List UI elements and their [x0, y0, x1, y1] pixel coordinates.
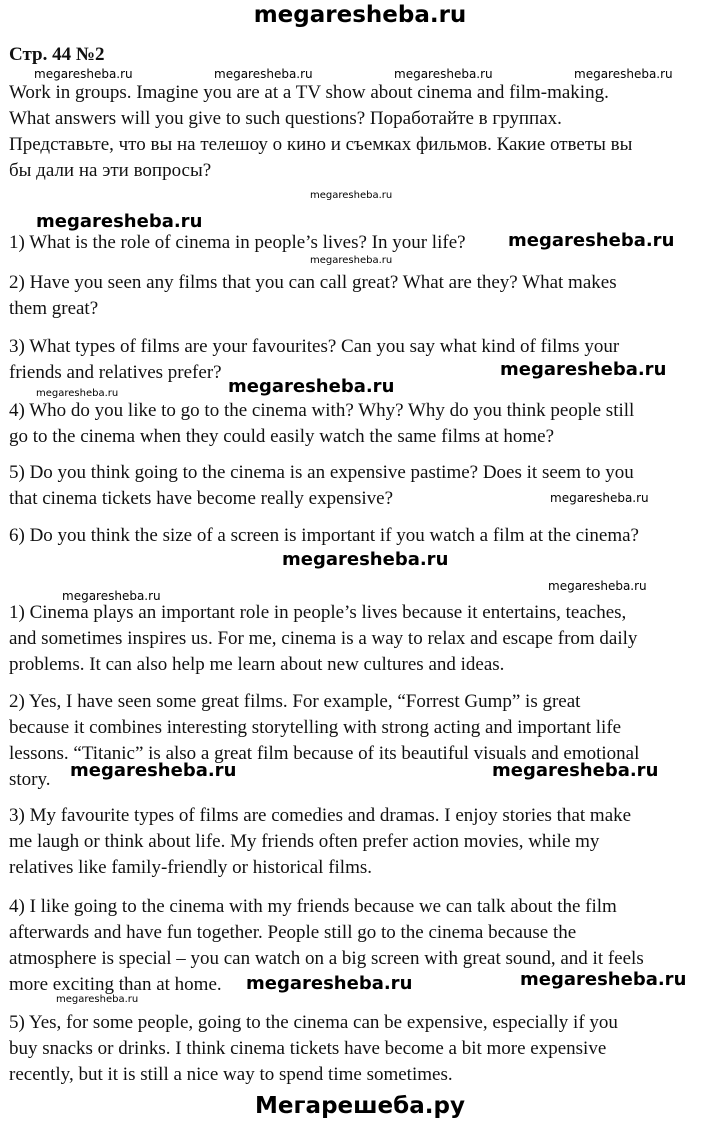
answer-1: 1) Cinema plays an important role in people’s lives because it entertains, teaches, and sometimes inspires us. For me, cinema is a way to relax and escape from daily problems. It can also help me learn about new cultures and ideas.: [9, 602, 638, 675]
watermark: megaresheba.ru: [574, 67, 673, 81]
watermark: megaresheba.ru: [34, 67, 133, 81]
question-1: 1) What is the role of cinema in people’s lives? In your life?: [9, 232, 466, 253]
question-5: 5) Do you think going to the cinema is an expensive pastime? Does it seem to you that cinema tickets have become really expensive?: [9, 462, 634, 509]
watermark: megaresheba.ru: [36, 388, 119, 399]
task-instruction: [9, 80, 709, 184]
watermark: megaresheba.ru: [214, 67, 313, 81]
watermark: megaresheba.ru: [500, 359, 667, 380]
question-2: 2) Have you seen any films that you can call great? What are they? What makes them great?: [9, 272, 617, 319]
question-4: 4) Who do you like to go to the cinema with? Why? Why do you think people still go to the cinema when they could easily watch the same films at home?: [9, 400, 635, 447]
site-header: megaresheba.ru: [253, 2, 467, 28]
question-6: 6) Do you think the size of a screen is important if you watch a film at the cinema?: [9, 525, 639, 546]
answer-3: 3) My favourite types of films are comedies and dramas. I enjoy stories that make me laugh or think about life. My friends often prefer action movies, while my relatives like family-friendly or historical films.: [9, 805, 632, 878]
watermark: megaresheba.ru: [70, 760, 237, 781]
watermark: megaresheba.ru: [310, 190, 393, 201]
watermark: megaresheba.ru: [228, 376, 395, 397]
watermark: megaresheba.ru: [550, 491, 649, 505]
watermark: megaresheba.ru: [394, 67, 493, 81]
watermark: megaresheba.ru: [508, 230, 675, 251]
watermark: megaresheba.ru: [310, 255, 393, 266]
page-reference: Стр. 44 №2: [9, 44, 105, 65]
watermark: megaresheba.ru: [548, 579, 647, 593]
question-3: 3) What types of films are your favourites? Can you say what kind of films your friends and relatives prefer?: [9, 336, 620, 383]
answer-5: 5) Yes, for some people, going to the cinema can be expensive, especially if you buy snacks or drinks. I think cinema tickets have become a bit more expensive recently, but it is still a nice way to spend time sometimes.: [9, 1012, 618, 1085]
answer-4: 4) I like going to the cinema with my friends because we can talk about the film afterwards and have fun together. People still go to the cinema because the atmosphere is special – you can watch on a big screen with great sound, and it feels more exciting than at home.: [9, 896, 644, 995]
watermark: megaresheba.ru: [56, 994, 139, 1005]
watermark: megaresheba.ru: [282, 549, 449, 570]
watermark: megaresheba.ru: [246, 973, 413, 994]
watermark: megaresheba.ru: [492, 760, 659, 781]
task-line: Work in groups. Imagine you are at a TV show about cinema and film-making.: [9, 82, 609, 103]
watermark: megaresheba.ru: [36, 211, 203, 232]
watermark: megaresheba.ru: [62, 589, 161, 603]
task-line: бы дали на эти вопросы?: [9, 160, 212, 181]
site-footer: Мегарешеба.ру: [255, 1093, 465, 1119]
task-line: Представьте, что вы на телешоу о кино и съемках фильмов. Какие ответы вы: [9, 134, 633, 155]
task-line: What answers will you give to such questions? Поработайте в группах.: [9, 108, 562, 129]
answer-2: 2) Yes, I have seen some great films. For example, “Forrest Gump” is great because it combines interesting storytelling with strong acting and important life lessons. “Titanic” is also a great film because of its beautiful visuals and emotional story.: [9, 691, 640, 790]
watermark: megaresheba.ru: [520, 969, 687, 990]
